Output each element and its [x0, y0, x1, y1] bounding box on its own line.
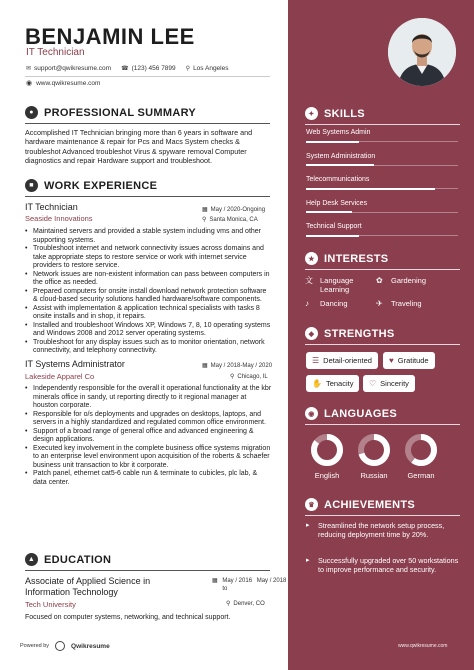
job-location: ⚲ Chicago, IL — [230, 374, 268, 380]
list-item: • Maintained servers and provided a stable system including vms and other supporting systems. — [25, 228, 272, 245]
section-rule — [305, 124, 460, 125]
list-item: • Prepared computers for onsite install download network protection software & cloud-based security solutions handled hardware/software components. — [25, 288, 272, 305]
summary-text: Accomplished IT Technician bringing more than 6 years in software and hardware maintenance & repair for Pcs and Macs System checks & troubleshot Advanced troubleshot Virus & spyware removal Computer diagnostics and repair Hardware support and troubleshoot. — [25, 128, 253, 166]
website-item[interactable]: ◉ www.qwikresume.com — [26, 79, 101, 87]
location-pin-icon: ⚲ — [230, 374, 235, 380]
section-title-education: ▲ EDUCATION — [25, 553, 111, 566]
strength-tag: ✋ Tenacity — [306, 375, 359, 392]
heart-outline-icon: ♡ — [369, 379, 377, 388]
job-bullets — [25, 228, 272, 356]
list-item: • Installed and troubleshoot Windows XP, Windows 7, 8, 10 operating systems and Windows 2008 and 2012 server operating systems. — [25, 322, 272, 339]
calendar-icon: ▦ — [202, 363, 208, 369]
music-icon: ♪ — [305, 299, 309, 308]
lightbulb-icon: ✦ — [305, 107, 318, 120]
job-title: IT Systems Administrator — [25, 359, 125, 369]
right-sidebar — [288, 0, 474, 670]
section-title-skills: ✦ SKILLS — [305, 107, 365, 120]
list-item: • Independently responsible for the overall it operational functionality at the kbr minerals office in sandy, ut reporting directly to it regional manager at houston corporate. — [25, 385, 272, 411]
skill-label: Help Desk Services — [306, 199, 368, 207]
plane-icon: ✈ — [376, 299, 383, 308]
section-title-strengths: ◆ STRENGTHS — [305, 327, 395, 340]
section-rule — [25, 196, 270, 197]
plant-icon: ✿ — [376, 276, 383, 285]
calendar-icon: ▦ — [212, 578, 218, 584]
strength-tag: ☰ Detail-oriented — [306, 352, 378, 369]
candidate-name: BENJAMIN LEE — [25, 24, 195, 49]
location-pin-icon: ⚲ — [185, 66, 191, 72]
list-item: • Troubleshoot for any display issues such as to monitor orientation, network connectivity, and telephony connectivity. — [25, 339, 272, 356]
skill-bar-fill — [306, 211, 352, 213]
list-item: • Troubleshoot internet and network connectivity issues across domains and take appropriate steps to restore service or work with internet service providers to restore service. — [25, 245, 272, 271]
skill-bar-fill — [306, 141, 359, 143]
section-rule — [305, 424, 460, 425]
job-dates: ▦ May / 2018-May / 2020 — [202, 363, 273, 369]
strength-tag: ♥ Gratitude — [383, 352, 435, 369]
globe-icon: ◉ — [26, 80, 33, 87]
achievement-item: ▸ Successfully upgraded over 50 workstations to improve performance and security. — [306, 556, 459, 574]
skill-label: System Administration — [306, 152, 376, 160]
section-rule — [305, 344, 460, 345]
list-item: • Support of a broad range of general office and advanced engineering & design applications. — [25, 428, 272, 445]
calendar-icon: ▦ — [202, 207, 208, 213]
list-item: • Responsible for o/s deployments and upgrades on desktops, laptops, and servers in a highly standardized and regulated common office environment. — [25, 411, 272, 428]
phone-icon: ☎ — [121, 66, 129, 72]
company-name: Seaside Innovations — [25, 214, 93, 223]
interest-item: 文 Language Learning — [305, 276, 354, 294]
contact-divider — [25, 76, 270, 77]
location-pin-icon: ⚲ — [202, 217, 207, 223]
list-icon: ☰ — [312, 356, 320, 365]
language-rings — [288, 430, 474, 490]
phone-item: ☎ (123) 456 7899 — [121, 65, 176, 72]
achievement-item: ▸ Streamlined the network setup process, reducing deployment time by 20%. — [306, 521, 445, 539]
skill-label: Technical Support — [306, 223, 362, 230]
interest-item: ✈ Traveling — [376, 299, 422, 308]
list-item: • Patch panel, ethernet cat5-6 cable run & terminate to cubicles, plc lab, & data center. — [25, 470, 272, 487]
dumbbell-icon: ◆ — [305, 327, 318, 340]
section-rule — [25, 570, 270, 571]
footer-url: www.qwikresume.com — [398, 643, 448, 649]
section-title-languages: ◉ LANGUAGES — [305, 407, 397, 420]
list-item: • Network issues are non-existent information can pass between computers in the office as needed. — [25, 271, 272, 288]
star-icon: ★ — [305, 252, 318, 265]
job-bullets — [25, 385, 272, 487]
job-location: ⚲ Santa Monica, CA — [202, 217, 258, 223]
section-title-achievements: ♛ ACHIEVEMENTS — [305, 498, 415, 511]
language-label: Russian — [360, 471, 388, 480]
briefcase-icon: ■ — [25, 179, 38, 192]
section-rule — [25, 123, 270, 124]
contact-row — [26, 65, 228, 72]
language-label: English — [314, 471, 340, 480]
list-item: • Assist with implementation & application technical specialists with tasks 8 onsite installs and in shop, it repairs. — [25, 305, 272, 322]
skill-label: Telecommunications — [306, 176, 370, 183]
email-icon: ✉ — [26, 66, 32, 72]
education-focus: Focused on computer systems, networking, and technical support. — [25, 614, 231, 621]
list-item: • Executed key involvement in the complete business office systems migration to an enterprise level environment upon acquisition of the roberts & schaefer business unit transaction to kbr it corporate. — [25, 445, 272, 471]
section-title-summary: ● PROFESSIONAL SUMMARY — [25, 106, 196, 119]
section-title-interests: ★ INTERESTS — [305, 252, 388, 265]
graduation-cap-icon: ▲ — [25, 553, 38, 566]
strength-tag: ♡ Sincerity — [363, 375, 415, 392]
check-icon: ▸ — [306, 522, 310, 529]
interest-item: ♪ Dancing — [305, 299, 348, 308]
footer: Powered by Qwikresume — [20, 642, 110, 650]
profile-photo-illustration — [388, 18, 456, 86]
job-dates: ▦ May / 2020-Ongoing — [202, 207, 266, 213]
heart-icon: ♥ — [389, 356, 394, 365]
location-pin-icon: ⚲ — [226, 601, 231, 607]
globe-icon: ◉ — [305, 407, 318, 420]
profile-photo — [388, 18, 456, 86]
education-dates: ▦ May / 2016 to May / 2018 — [212, 578, 287, 592]
skill-bar-fill — [306, 235, 359, 237]
section-rule — [305, 269, 460, 270]
handshake-icon: ✋ — [312, 379, 322, 388]
job-title: IT Technician — [25, 202, 78, 212]
trophy-icon: ♛ — [305, 498, 318, 511]
skill-bar-fill — [306, 164, 374, 166]
school-name: Tech University — [25, 600, 76, 609]
company-name: Lakeside Apparel Co — [25, 372, 95, 381]
email-item[interactable]: ✉ support@qwikresume.com — [26, 65, 112, 72]
section-rule — [305, 515, 460, 516]
language-label: German — [407, 471, 435, 480]
candidate-role: IT Technician — [26, 47, 85, 58]
skill-bar-fill — [306, 188, 435, 190]
language-icon: 文 — [305, 276, 313, 285]
check-icon: ▸ — [306, 557, 310, 564]
section-title-experience: ■ WORK EXPERIENCE — [25, 179, 157, 192]
degree-title: Associate of Applied Science in Information Technology — [25, 576, 151, 597]
person-icon: ● — [25, 106, 38, 119]
qwikresume-logo-icon — [55, 641, 65, 651]
education-location: ⚲ Denver, CO — [226, 601, 265, 607]
location-item: ⚲ Los Angeles — [185, 65, 229, 72]
skill-label: Web Systems Admin — [306, 129, 371, 136]
interest-item: ✿ Gardening — [376, 276, 427, 285]
